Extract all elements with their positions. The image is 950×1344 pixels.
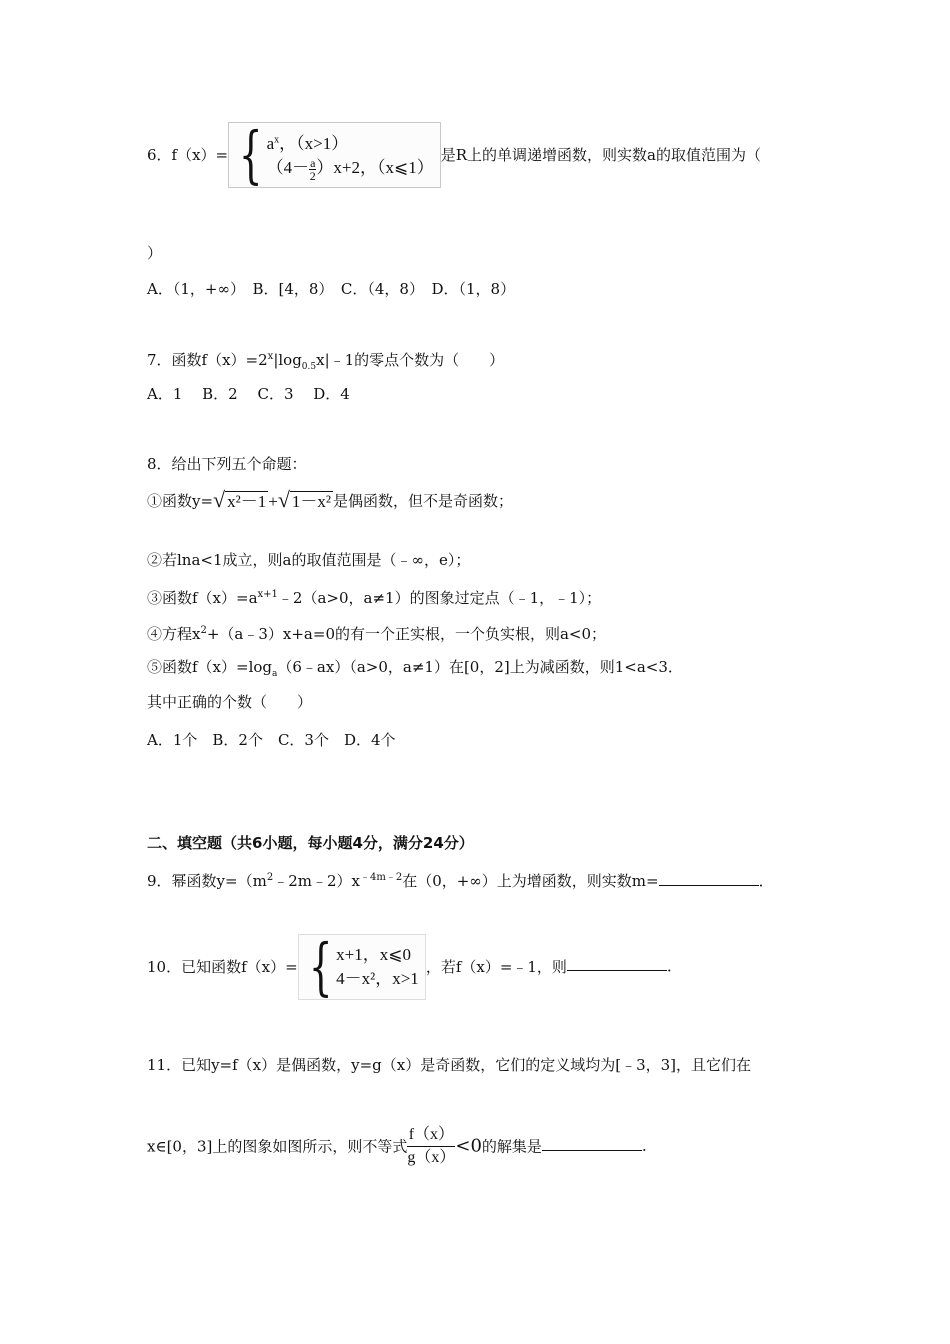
section-title: 二、填空题（共6小题，每小题4分，满分24分） <box>147 834 474 852</box>
q8-prop1: ①函数y=√ x²－1 +√ 1－x² 是偶函数，但不是奇函数； <box>147 487 514 512</box>
q6-options: A．（1，+∞） B．[4，8） C．（4，8） D．（1，8） <box>147 280 516 298</box>
q7-stem: 7．函数$f(x)=2^x|\log_{0.5}x|﹣1$的零点个数为（ ） <box>147 351 505 372</box>
q11-line1: 11．已知y=f（x）是偶函数，y=g（x）是奇函数，它们的定义域均为[﹣3，3]，且它们在 <box>147 1056 752 1074</box>
q8-prop2: ②若lna<1成立，则a的取值范围是（﹣∞，e）； <box>147 551 471 569</box>
q8-prop4: ④方程$x^2+(a﹣3)x+a=0$的有一个正实根，一个负实根，则a<0； <box>147 625 607 643</box>
answer-blank[interactable] <box>567 956 667 971</box>
answer-blank[interactable] <box>659 871 759 886</box>
q11-fraction: $\frac{f(x)}{g(x)}$ <box>407 1126 456 1166</box>
answer-blank[interactable] <box>542 1136 642 1151</box>
q9-stem: 9．幂函数$y=(m^2﹣2m﹣2)x^{﹣4m﹣2}$在（0，+∞）上为增函数，则实数m= ． <box>147 872 774 890</box>
q6-cases <box>267 128 434 181</box>
q10-piecewise-formula <box>298 930 426 1003</box>
q6-close-paren: ） <box>147 244 163 262</box>
sqrt-formula: √ x²－1 +√ 1－x² <box>213 487 332 512</box>
q10-stem: 10．已知函数f（x）= { x+1，x⩽0 4－x²，x>1，若f（x）=﹣1，则 ． <box>147 930 682 1003</box>
q10-cases: x+1，x⩽0 4－x²，x>1 <box>336 945 419 988</box>
q6-suffix: 是R上的单调递增函数，则实数a的取值范围为（ <box>440 146 761 164</box>
q8-prop5: ⑤函数$f(x)=\log_a(6﹣ax)(a>0$，a≠1）在[0，2]上为减函数，则1<a<3． <box>147 658 683 679</box>
q6-case1: $a^x$，（x>1） <box>266 134 349 154</box>
q6-prefix: 6．f（x）= <box>147 146 229 164</box>
left-brace-icon: { <box>308 930 333 1003</box>
q6-stem <box>147 118 761 191</box>
q8-options: A．1个 B．2个 C．3个 D．4个 <box>147 731 396 749</box>
q8-stem: 8．给出下列五个命题： <box>147 455 307 473</box>
q6-piecewise-formula <box>228 118 441 191</box>
q8-prop3: ③函数$f(x)=a^{x+1}﹣2(a>0$，a≠1）的图象过定点（﹣1，﹣1）； <box>147 589 602 607</box>
left-brace-icon: { <box>239 118 263 191</box>
q8-ask: 其中正确的个数（ ） <box>147 693 313 711</box>
q6-case2: （4－ $\frac{a}{2}$ ）x+2，（x⩽1） <box>266 155 434 183</box>
q7-options: A．1 B．2 C．3 D．4 <box>147 385 350 403</box>
q11-line2: x∈[0，3]上的图象如图所示，则不等式 $\frac{f(x)}{g(x)}<0$的解集是 ． <box>147 1124 657 1169</box>
